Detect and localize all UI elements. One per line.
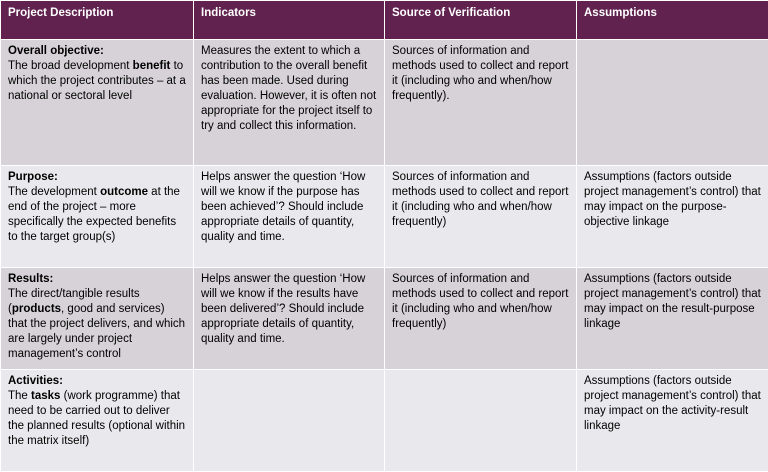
verification-cell: Sources of information and methods used to collect and report it (including who and when/how frequently). [385,40,577,166]
assumptions-cell: Assumptions (factors outside project management’s control) that may impact on the result-purpose linkage [577,268,768,370]
table-row-activities [1,370,768,472]
assumptions-cell: Assumptions (factors outside project management’s control) that may impact on the purpose-objective linkage [577,166,768,268]
header-assumptions: Assumptions [577,1,768,40]
desc-text: to which the project contributes – at a national or sectoral level [8,60,186,102]
desc-keyword: outcome [100,186,148,198]
assumptions-cell [577,40,768,166]
row-title: Activities: [8,375,63,387]
row-title: Results: [8,273,54,285]
verification-cell: Sources of information and methods used to collect and report it (including who and when/how frequently) [385,166,577,268]
project-description-cell [1,268,194,370]
project-description-cell [1,370,194,472]
header-indicators: Indicators [194,1,385,40]
desc-text: (work programme) that need to be carried out to deliver the planned results (optional within the matrix itself) [8,390,186,447]
header-project-description: Project Description [1,1,194,40]
desc-text: The broad development [8,60,133,72]
row-title: Purpose: [8,171,58,183]
assumptions-cell: Assumptions (factors outside project management’s control) that may impact on the activity-result linkage [577,370,768,472]
table-row-results [1,268,768,370]
indicators-cell: Helps answer the question ‘How will we know if the results have been delivered’? Should include appropriate details of quantity, quality and time. [194,268,385,370]
desc-text: at the end of the project – more specifically the expected benefits to the target group(s) [8,186,180,243]
row-title: Overall objective: [8,45,104,57]
desc-keyword: products [11,303,62,315]
desc-text: The [8,390,32,402]
desc-keyword: tasks [31,390,61,402]
desc-text: The development [8,186,101,198]
indicators-cell [194,370,385,472]
table-row-purpose [1,166,768,268]
table-row-overall-objective [1,40,768,166]
header-row [1,1,768,40]
header-source-of-verification: Source of Verification [385,1,577,40]
indicators-cell: Measures the extent to which a contribution to the overall benefit has been made. Used during evaluation. However, it is often not appropriate for the project itself to try and collect this information. [194,40,385,166]
indicators-cell: Helps answer the question ‘How will we know if the purpose has been achieved’? Should include appropriate details of quantity, quality and time. [194,166,385,268]
desc-text: The direct/tangible results ( [8,288,140,315]
project-description-cell [1,40,194,166]
verification-cell [385,370,577,472]
desc-text: , good and services) that the project delivers, and which are largely under project management’s control [8,303,186,360]
desc-keyword: benefit [132,60,171,72]
project-description-cell [1,166,194,268]
verification-cell: Sources of information and methods used to collect and report it (including who and when/how frequently) [385,268,577,370]
